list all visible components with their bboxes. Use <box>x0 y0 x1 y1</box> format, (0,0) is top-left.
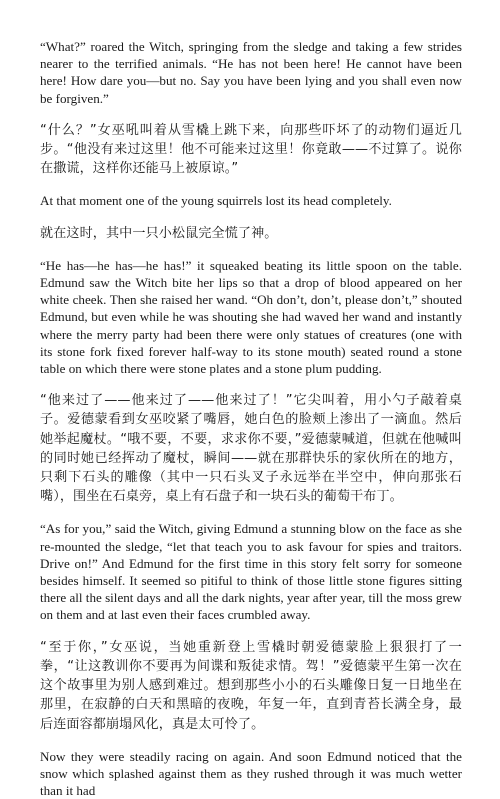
book-page <box>40 38 462 799</box>
paragraph-en-5: Now they were steadily racing on again. And soon Edmund noticed that the snow which splashed against them as they rushed through it was much wetter than it had <box>40 748 462 799</box>
paragraph-zh-4: “至于你，”女巫说，当她重新登上雪橇时朝爱德蒙脸上狠狠打了一拳，“让这教训你不要再为间谍和叛徒求情。驾！”爱德蒙平生第一次在这个故事里为别人感到难过。想到那些小小的石头雕像日复一日地坐在那里，在寂静的白天和黑暗的夜晚，年复一年，直到青苔长满全身，最后连面容都崩塌风化，真是太可怜了。 <box>40 639 462 732</box>
paragraph-zh-3: “他来过了——他来过了——他来过了！”它尖叫着，用小勺子敲着桌子。爱德蒙看到女巫咬紧了嘴唇，她白色的脸颊上渗出了一滴血。然后她举起魔杖。“哦不要，不要，求求你不要，”爱德蒙喊道，但就在他喊叫的同时她已经挥动了魔杖，瞬间——就在那群快乐的家伙所在的地方，只剩下石头的雕像（其中一只石头叉子永远举在半空中，伸向那张石嘴），围坐在石桌旁，桌上有石盘子和一块石头的葡萄干布丁。 <box>40 393 462 505</box>
paragraph-en-4: “As for you,” said the Witch, giving Edmund a stunning blow on the face as she re-mounted the sledge, “let that teach you to ask favour for spies and traitors. Drive on!” And Edmund for the first time in this story felt sorry for someone besides himself. It seemed so pitiful to think of those little stone figures sitting there all the silent days and all the dark nights, year after year, till the moss grew on them and at last even their faces crumbled away. <box>40 521 462 623</box>
paragraph-en-1: “What?” roared the Witch, springing from the sledge and taking a few strides nearer to the terrified animals. “He has not been here! He cannot have been here! How dare you—but no. Say you have been lying and you shall even now be forgiven.” <box>40 39 462 106</box>
paragraph-zh-1: “什么？”女巫吼叫着从雪橇上跳下来，向那些吓坏了的动物们逼近几步。“他没有来过这里！他不可能来过这里！你竟敢——不过算了。说你在撒谎，这样你还能马上被原谅。” <box>40 122 462 177</box>
paragraph-en-3: “He has—he has—he has!” it squeaked beating its little spoon on the table. Edmund saw the Witch bite her lips so that a drop of blood appeared on her white cheek. Then she raised her wand. “Oh don’t, don’t, please don’t,” shouted Edmund, but even while he was shouting she had waved her wand and instantly where the merry party had been there were only statues of creatures (one with its stone fork fixed forever half-way to its stone mouth) seated round a stone table on which there were stone plates and a stone plum pudding. <box>40 257 462 377</box>
paragraph-en-2: At that moment one of the young squirrels lost its head completely. <box>40 193 392 209</box>
paragraph-zh-2: 就在这时，其中一只小松鼠完全慌了神。 <box>40 225 278 241</box>
